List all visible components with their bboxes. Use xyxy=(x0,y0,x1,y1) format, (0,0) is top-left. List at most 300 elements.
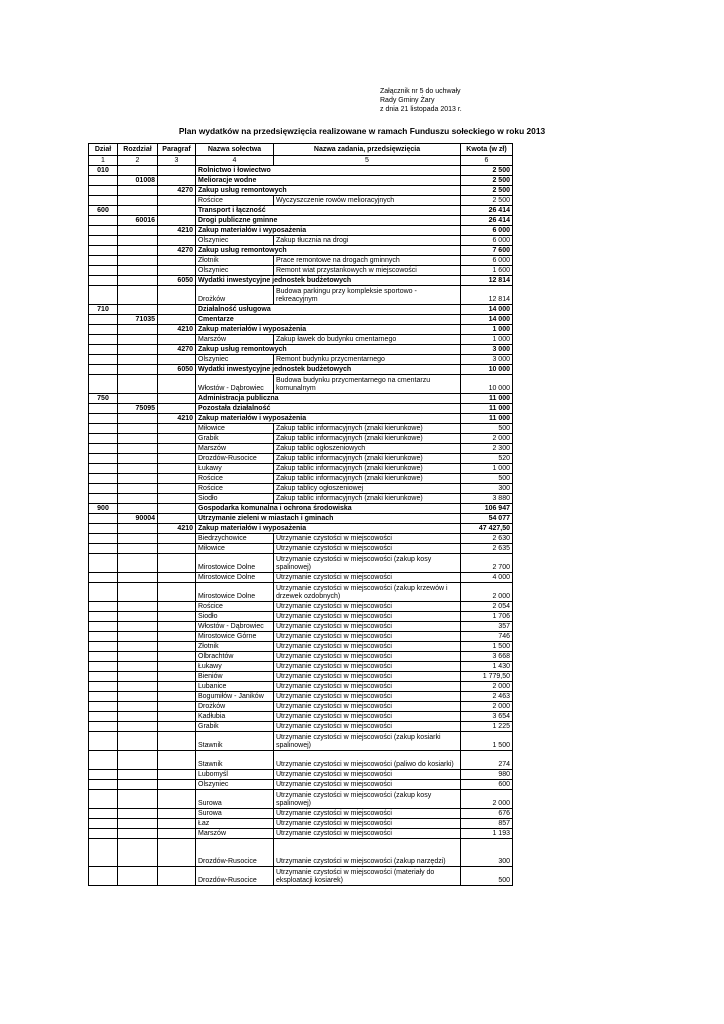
amount-cell: 2 000 xyxy=(461,682,513,692)
empty-cell xyxy=(89,534,118,544)
empty-cell xyxy=(158,424,196,434)
empty-cell xyxy=(89,176,118,186)
amount-cell: 7 600 xyxy=(461,246,513,256)
empty-cell xyxy=(89,839,118,867)
dzial-code: 710 xyxy=(89,305,118,315)
empty-cell xyxy=(89,524,118,534)
table-row xyxy=(89,612,513,622)
table-row xyxy=(89,829,513,839)
paragraph-name: Zakup materiałów i wyposażenia xyxy=(196,524,461,534)
village-name: Lubanice xyxy=(196,682,274,692)
empty-cell xyxy=(118,256,158,266)
amount-cell: 2 000 xyxy=(461,434,513,444)
empty-cell xyxy=(158,770,196,780)
chapter-name: Pozostała działalność xyxy=(196,404,461,414)
amount-cell: 1 000 xyxy=(461,464,513,474)
village-name: Rościce xyxy=(196,474,274,484)
amount-cell: 2 500 xyxy=(461,186,513,196)
empty-cell xyxy=(158,305,196,315)
empty-cell xyxy=(158,732,196,751)
empty-cell xyxy=(118,325,158,335)
task-name: Utrzymanie czystości w miejscowości xyxy=(274,534,461,544)
village-name: Siodło xyxy=(196,494,274,504)
empty-cell xyxy=(118,692,158,702)
paragraph-name: Zakup usług remontowych xyxy=(196,186,461,196)
header-cell: Kwota (w zł) xyxy=(461,144,513,156)
amount-cell: 1 225 xyxy=(461,722,513,732)
header-cell: Paragraf xyxy=(158,144,196,156)
table-row xyxy=(89,256,513,266)
table-row xyxy=(89,809,513,819)
empty-cell xyxy=(118,424,158,434)
empty-cell xyxy=(118,751,158,770)
amount-cell: 11 000 xyxy=(461,394,513,404)
amount-cell: 1 430 xyxy=(461,662,513,672)
village-name: Drozdów-Rusocice xyxy=(196,454,274,464)
empty-cell xyxy=(118,434,158,444)
village-name: Olszyniec xyxy=(196,355,274,365)
empty-cell xyxy=(89,702,118,712)
amount-cell: 357 xyxy=(461,622,513,632)
table-row xyxy=(89,652,513,662)
empty-cell xyxy=(89,642,118,652)
empty-cell xyxy=(118,444,158,454)
section-row xyxy=(89,305,513,315)
table-row xyxy=(89,790,513,809)
empty-cell xyxy=(89,790,118,809)
amount-cell: 2 000 xyxy=(461,702,513,712)
header-cell: Nazwa sołectwa xyxy=(196,144,274,156)
village-name: Grabik xyxy=(196,434,274,444)
table-row xyxy=(89,424,513,434)
empty-cell xyxy=(89,583,118,602)
task-name: Utrzymanie czystości w miejscowości xyxy=(274,722,461,732)
empty-cell xyxy=(89,286,118,305)
amount-cell: 47 427,50 xyxy=(461,524,513,534)
column-number: 6 xyxy=(461,156,513,166)
table-row xyxy=(89,751,513,770)
task-name: Zakup tablic informacyjnych (znaki kierunkowe) xyxy=(274,494,461,504)
paragraf-code: 6050 xyxy=(158,276,196,286)
empty-cell xyxy=(89,722,118,732)
section-row xyxy=(89,166,513,176)
empty-cell xyxy=(118,236,158,246)
village-name: Mirostowice Górne xyxy=(196,632,274,642)
empty-cell xyxy=(118,554,158,573)
amount-cell: 2 630 xyxy=(461,534,513,544)
table-row xyxy=(89,722,513,732)
task-name: Wyczyszczenie rowów melioracyjnych xyxy=(274,196,461,206)
empty-cell xyxy=(158,682,196,692)
annex-line: Rady Gminy Żary xyxy=(380,97,435,104)
amount-cell: 600 xyxy=(461,780,513,790)
village-name: Bogumiłów - Janików xyxy=(196,692,274,702)
empty-cell xyxy=(89,345,118,355)
village-name: Drozdów-Rusocice xyxy=(196,839,274,867)
column-number: 3 xyxy=(158,156,196,166)
expenditure-table xyxy=(88,143,513,886)
column-number: 5 xyxy=(274,156,461,166)
empty-cell xyxy=(89,186,118,196)
empty-cell xyxy=(89,226,118,236)
empty-cell xyxy=(89,464,118,474)
empty-cell xyxy=(118,867,158,886)
empty-cell xyxy=(158,867,196,886)
paragraph-row xyxy=(89,226,513,236)
chapter-row xyxy=(89,176,513,186)
empty-cell xyxy=(158,622,196,632)
task-name: Utrzymanie czystości w miejscowości xyxy=(274,692,461,702)
amount-cell: 10 000 xyxy=(461,375,513,394)
dzial-code: 010 xyxy=(89,166,118,176)
task-name: Utrzymanie czystości w miejscowości xyxy=(274,829,461,839)
empty-cell xyxy=(118,355,158,365)
task-name: Budowa parkingu przy kompleksie sportowo - rekreacyjnym xyxy=(274,286,461,305)
village-name: Rościce xyxy=(196,484,274,494)
empty-cell xyxy=(118,484,158,494)
task-name: Utrzymanie czystości w miejscowości xyxy=(274,573,461,583)
amount-cell: 106 947 xyxy=(461,504,513,514)
village-name: Łaz xyxy=(196,819,274,829)
village-name: Drożków xyxy=(196,286,274,305)
village-name: Marszów xyxy=(196,335,274,345)
document-title: Plan wydatków na przedsięwzięcia realizowane w ramach Funduszu sołeckiego w roku 2013 xyxy=(178,126,546,136)
rozdzial-code: 01008 xyxy=(118,176,158,186)
empty-cell xyxy=(89,365,118,375)
header-cell: Dział xyxy=(89,144,118,156)
empty-cell xyxy=(158,722,196,732)
paragraf-code: 4270 xyxy=(158,345,196,355)
table-row xyxy=(89,544,513,554)
amount-cell: 11 000 xyxy=(461,404,513,414)
empty-cell xyxy=(89,355,118,365)
empty-cell xyxy=(89,672,118,682)
task-name: Utrzymanie czystości w miejscowości xyxy=(274,819,461,829)
dzial-code: 600 xyxy=(89,206,118,216)
amount-cell: 980 xyxy=(461,770,513,780)
paragraph-row xyxy=(89,276,513,286)
task-name: Zakup tablic informacyjnych (znaki kierunkowe) xyxy=(274,454,461,464)
empty-cell xyxy=(118,226,158,236)
village-name: Mirostowice Dolne xyxy=(196,583,274,602)
empty-cell xyxy=(89,434,118,444)
empty-cell xyxy=(89,216,118,226)
empty-cell xyxy=(118,732,158,751)
empty-cell xyxy=(118,365,158,375)
village-name: Łukawy xyxy=(196,464,274,474)
village-name: Surowa xyxy=(196,790,274,809)
amount-cell: 1 000 xyxy=(461,325,513,335)
empty-cell xyxy=(89,236,118,246)
table-row xyxy=(89,484,513,494)
task-name: Utrzymanie czystości w miejscowości xyxy=(274,662,461,672)
empty-cell xyxy=(158,216,196,226)
empty-cell xyxy=(158,514,196,524)
empty-cell xyxy=(118,206,158,216)
amount-cell: 26 414 xyxy=(461,206,513,216)
section-row xyxy=(89,394,513,404)
empty-cell xyxy=(118,246,158,256)
empty-cell xyxy=(118,524,158,534)
paragraf-code: 4210 xyxy=(158,325,196,335)
empty-cell xyxy=(118,186,158,196)
amount-cell: 2 500 xyxy=(461,166,513,176)
amount-cell: 10 000 xyxy=(461,365,513,375)
chapter-name: Melioracje wodne xyxy=(196,176,461,186)
village-name: Marszów xyxy=(196,829,274,839)
section-row xyxy=(89,206,513,216)
empty-cell xyxy=(158,702,196,712)
amount-cell: 11 000 xyxy=(461,414,513,424)
empty-cell xyxy=(118,454,158,464)
paragraph-name: Zakup materiałów i wyposażenia xyxy=(196,226,461,236)
task-name: Zakup tablic informacyjnych (znaki kierunkowe) xyxy=(274,464,461,474)
empty-cell xyxy=(158,375,196,394)
task-name: Zakup tablic informacyjnych (znaki kierunkowe) xyxy=(274,434,461,444)
task-name: Utrzymanie czystości w miejscowości (materiały do eksploatacji kosiarek) xyxy=(274,867,461,886)
table-row xyxy=(89,819,513,829)
amount-cell: 6 000 xyxy=(461,256,513,266)
amount-cell: 500 xyxy=(461,867,513,886)
table-row xyxy=(89,770,513,780)
paragraph-row xyxy=(89,414,513,424)
empty-cell xyxy=(89,612,118,622)
amount-cell: 1 706 xyxy=(461,612,513,622)
village-name: Złotnik xyxy=(196,642,274,652)
empty-cell xyxy=(158,790,196,809)
table-row xyxy=(89,454,513,464)
task-name: Utrzymanie czystości w miejscowości xyxy=(274,712,461,722)
table-row xyxy=(89,692,513,702)
empty-cell xyxy=(158,266,196,276)
empty-cell xyxy=(158,652,196,662)
empty-cell xyxy=(89,484,118,494)
task-name: Zakup tablic ogłoszeniowych xyxy=(274,444,461,454)
village-name: Włostów - Dąbrowiec xyxy=(196,622,274,632)
empty-cell xyxy=(158,236,196,246)
empty-cell xyxy=(89,682,118,692)
table-row xyxy=(89,444,513,454)
chapter-name: Drogi publiczne gminne xyxy=(196,216,461,226)
task-name: Utrzymanie czystości w miejscowości xyxy=(274,702,461,712)
empty-cell xyxy=(158,355,196,365)
table-row xyxy=(89,286,513,305)
dzial-code: 900 xyxy=(89,504,118,514)
empty-cell xyxy=(158,544,196,554)
empty-cell xyxy=(89,573,118,583)
task-name: Utrzymanie czystości w miejscowości (zakup narzędzi) xyxy=(274,839,461,867)
empty-cell xyxy=(89,424,118,434)
village-name: Drożków xyxy=(196,702,274,712)
table-row xyxy=(89,712,513,722)
amount-cell: 2 463 xyxy=(461,692,513,702)
header-cell: Nazwa zadania, przedsięwzięcia xyxy=(274,144,461,156)
amount-cell: 2 300 xyxy=(461,444,513,454)
amount-cell: 2 500 xyxy=(461,196,513,206)
empty-cell xyxy=(118,622,158,632)
empty-cell xyxy=(89,325,118,335)
amount-cell: 500 xyxy=(461,474,513,484)
empty-cell xyxy=(89,375,118,394)
task-name: Zakup tablic informacyjnych (znaki kierunkowe) xyxy=(274,424,461,434)
amount-cell: 3 654 xyxy=(461,712,513,722)
amount-cell: 500 xyxy=(461,424,513,434)
empty-cell xyxy=(89,246,118,256)
task-name: Utrzymanie czystości w miejscowości xyxy=(274,809,461,819)
amount-cell: 26 414 xyxy=(461,216,513,226)
village-name: Rościce xyxy=(196,196,274,206)
empty-cell xyxy=(89,712,118,722)
empty-cell xyxy=(118,839,158,867)
empty-cell xyxy=(158,612,196,622)
task-name: Remont wiat przystankowych w miejscowości xyxy=(274,266,461,276)
empty-cell xyxy=(89,494,118,504)
empty-cell xyxy=(118,286,158,305)
empty-cell xyxy=(89,544,118,554)
paragraf-code: 4210 xyxy=(158,524,196,534)
amount-cell: 6 000 xyxy=(461,236,513,246)
empty-cell xyxy=(118,770,158,780)
empty-cell xyxy=(158,780,196,790)
task-name: Utrzymanie czystości w miejscowości xyxy=(274,612,461,622)
task-name: Zakup tablicy ogłoszeniowej xyxy=(274,484,461,494)
empty-cell xyxy=(118,305,158,315)
empty-cell xyxy=(89,751,118,770)
task-name: Utrzymanie czystości w miejscowości (paliwo do kosiarki) xyxy=(274,751,461,770)
amount-cell: 3 000 xyxy=(461,345,513,355)
empty-cell xyxy=(158,583,196,602)
empty-cell xyxy=(118,474,158,484)
empty-cell xyxy=(89,732,118,751)
village-name: Miłowice xyxy=(196,544,274,554)
empty-cell xyxy=(158,454,196,464)
chapter-name: Cmentarze xyxy=(196,315,461,325)
amount-cell: 746 xyxy=(461,632,513,642)
rozdzial-code: 90004 xyxy=(118,514,158,524)
paragraph-name: Zakup materiałów i wyposażenia xyxy=(196,325,461,335)
table-row xyxy=(89,266,513,276)
table-row xyxy=(89,464,513,474)
rozdzial-code: 75095 xyxy=(118,404,158,414)
empty-cell xyxy=(118,166,158,176)
empty-cell xyxy=(89,444,118,454)
empty-cell xyxy=(118,702,158,712)
column-number-row xyxy=(89,156,513,166)
amount-cell: 3 668 xyxy=(461,652,513,662)
task-name: Utrzymanie czystości w miejscowości xyxy=(274,780,461,790)
section-name: Administracja publiczna xyxy=(196,394,461,404)
chapter-row xyxy=(89,216,513,226)
empty-cell xyxy=(89,652,118,662)
amount-cell: 2 000 xyxy=(461,583,513,602)
empty-cell xyxy=(118,266,158,276)
amount-cell: 300 xyxy=(461,484,513,494)
village-name: Złotnik xyxy=(196,256,274,266)
chapter-name: Utrzymanie zieleni w miastach i gminach xyxy=(196,514,461,524)
empty-cell xyxy=(158,751,196,770)
paragraph-row xyxy=(89,186,513,196)
dzial-code: 750 xyxy=(89,394,118,404)
village-name: Kadłubia xyxy=(196,712,274,722)
empty-cell xyxy=(158,534,196,544)
amount-cell: 1 000 xyxy=(461,335,513,345)
amount-cell: 3 880 xyxy=(461,494,513,504)
table-row xyxy=(89,554,513,573)
amount-cell: 2 500 xyxy=(461,176,513,186)
empty-cell xyxy=(118,414,158,424)
header-cell: Rozdział xyxy=(118,144,158,156)
paragraf-code: 4270 xyxy=(158,186,196,196)
empty-cell xyxy=(158,819,196,829)
task-name: Utrzymanie czystości w miejscowości xyxy=(274,672,461,682)
empty-cell xyxy=(158,672,196,682)
empty-cell xyxy=(89,256,118,266)
empty-cell xyxy=(89,622,118,632)
amount-cell: 1 500 xyxy=(461,732,513,751)
table-row xyxy=(89,236,513,246)
table-row xyxy=(89,839,513,867)
amount-cell: 1 193 xyxy=(461,829,513,839)
amount-cell: 300 xyxy=(461,839,513,867)
empty-cell xyxy=(89,474,118,484)
empty-cell xyxy=(118,573,158,583)
section-name: Rolnictwo i łowiectwo xyxy=(196,166,461,176)
empty-cell xyxy=(158,662,196,672)
amount-cell: 12 814 xyxy=(461,276,513,286)
village-name: Surowa xyxy=(196,809,274,819)
amount-cell: 12 814 xyxy=(461,286,513,305)
amount-cell: 2 054 xyxy=(461,602,513,612)
amount-cell: 2 635 xyxy=(461,544,513,554)
empty-cell xyxy=(89,780,118,790)
empty-cell xyxy=(158,256,196,266)
task-name: Remont budynku przycmentarnego xyxy=(274,355,461,365)
village-name: Mirostowice Dolne xyxy=(196,554,274,573)
table-row xyxy=(89,682,513,692)
table-row xyxy=(89,434,513,444)
task-name: Utrzymanie czystości w miejscowości xyxy=(274,622,461,632)
empty-cell xyxy=(158,692,196,702)
table-row xyxy=(89,632,513,642)
empty-cell xyxy=(158,444,196,454)
empty-cell xyxy=(118,583,158,602)
amount-cell: 1 600 xyxy=(461,266,513,276)
empty-cell xyxy=(158,484,196,494)
table-row xyxy=(89,672,513,682)
empty-cell xyxy=(118,534,158,544)
paragraph-name: Zakup usług remontowych xyxy=(196,345,461,355)
table-row xyxy=(89,583,513,602)
task-name: Utrzymanie czystości w miejscowości xyxy=(274,642,461,652)
table-row xyxy=(89,702,513,712)
column-number: 4 xyxy=(196,156,274,166)
task-name: Utrzymanie czystości w miejscowości (zakup kosy spalinowej) xyxy=(274,790,461,809)
empty-cell xyxy=(89,632,118,642)
paragraph-name: Zakup usług remontowych xyxy=(196,246,461,256)
task-name: Zakup ławek do budynku cmentarnego xyxy=(274,335,461,345)
empty-cell xyxy=(118,790,158,809)
annex-line: Załącznik nr 5 do uchwały xyxy=(380,88,461,95)
empty-cell xyxy=(89,315,118,325)
empty-cell xyxy=(118,819,158,829)
empty-cell xyxy=(118,612,158,622)
empty-cell xyxy=(118,375,158,394)
empty-cell xyxy=(158,474,196,484)
empty-cell xyxy=(158,504,196,514)
empty-cell xyxy=(118,504,158,514)
empty-cell xyxy=(158,315,196,325)
paragraph-row xyxy=(89,246,513,256)
